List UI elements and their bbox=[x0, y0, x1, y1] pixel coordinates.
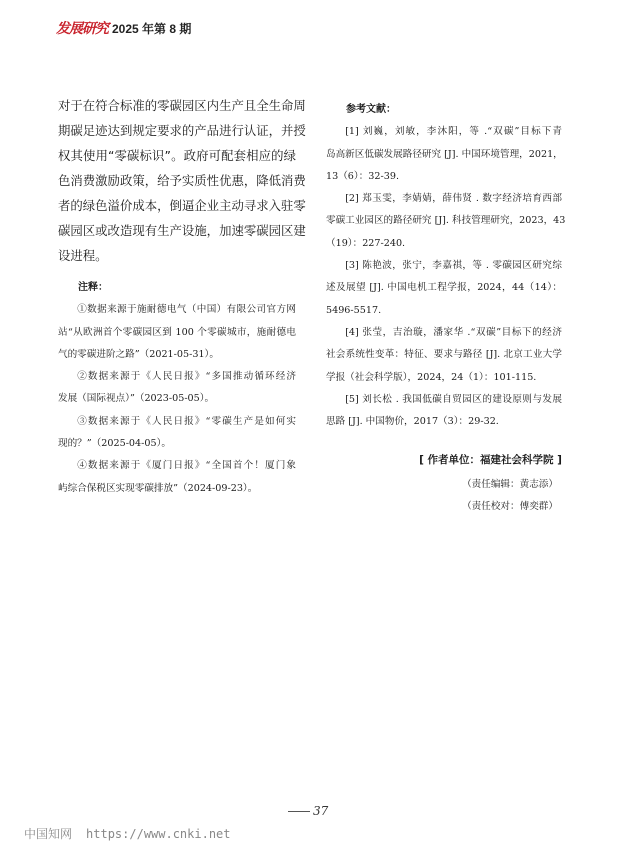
reference-line: 5496-5517. bbox=[326, 304, 382, 316]
reference-line: （19）：227-240. bbox=[326, 237, 406, 249]
reference-line: 13（6）：32-39. bbox=[326, 170, 399, 182]
note-line: 站“从欧洲首个零碳园区到 100 个零碳城市，施耐德电 bbox=[58, 326, 296, 338]
body-line: 碳园区或改造现有生产设施，加速零碳园区建 bbox=[58, 223, 306, 238]
note-line: ③数据来源于《人民日报》“零碳生产是如何实 bbox=[77, 415, 296, 427]
reference-line: [3] 陈艳波，张宁，李嘉祺，等 . 零碳园区研究综 bbox=[345, 260, 562, 272]
note-line: 发展（国际视点）”（2023-05-05）。 bbox=[58, 393, 215, 405]
body-line: 色消费激励政策，给予实质性优惠，降低消费 bbox=[58, 173, 306, 188]
body-line: 者的绿色溢价成本，倒逼企业主动寻求入驻零 bbox=[58, 198, 306, 213]
references-section bbox=[326, 99, 566, 433]
page-number bbox=[288, 804, 328, 818]
body-text bbox=[58, 93, 306, 268]
note-line: 气的零碳进阶之路”（2021-05-31）。 bbox=[58, 348, 219, 360]
body-line: 期碳足迹达到规定要求的产品进行认证，并授 bbox=[58, 123, 306, 138]
responsible-editor: （责任编辑：黄志添） bbox=[462, 479, 558, 490]
reference-line: [4] 张莹，吉治璇，潘家华 .“双碳”目标下的经济 bbox=[345, 326, 562, 338]
body-line: 对于在符合标准的零碳园区内生产且全生命周 bbox=[58, 98, 306, 113]
note-line: 现的？”（2025-04-05）。 bbox=[58, 438, 171, 450]
journal-logo: 发展研究 bbox=[56, 21, 108, 37]
note-line: ④数据来源于《厦门日报》“全国首个！厦门象 bbox=[77, 460, 296, 472]
page-number-text: 37 bbox=[313, 804, 329, 818]
notes-section bbox=[58, 277, 296, 500]
cnki-watermark bbox=[24, 825, 231, 842]
reference-line: 述及展望 [J]. 中国电机工程学报，2024，44（14）： bbox=[326, 282, 562, 294]
reference-line: 学报（社会科学版），2024，24（1）：101-115. bbox=[326, 371, 537, 383]
proofreader: （责任校对：傅奕群） bbox=[462, 501, 558, 512]
reference-line: 零碳工业园区的路径研究 [J]. 科技管理研究，2023，43 bbox=[326, 215, 566, 227]
note-line: ①数据来源于施耐德电气（中国）有限公司官方网 bbox=[77, 304, 296, 316]
body-line: 权其使用“零碳标识”。政府可配套相应的绿 bbox=[58, 148, 296, 163]
references-heading: 参考文献： bbox=[346, 104, 396, 115]
notes-heading: 注释： bbox=[78, 282, 108, 293]
note-line: 屿综合保税区实现零碳排放”（2024-09-23）。 bbox=[58, 482, 258, 494]
issue-label: 2025 年第 8 期 bbox=[112, 22, 192, 36]
reference-line: 思路 [J]. 中国物价，2017（3）：29-32. bbox=[326, 416, 499, 428]
author-affiliation: [ 作者单位：福建社会科学院 ] bbox=[419, 454, 562, 466]
watermark-site: 中国知网 bbox=[24, 827, 73, 841]
reference-line: [1] 刘巍，刘敏，李沐阳，等 .“双碳”目标下青 bbox=[345, 126, 562, 138]
reference-line: [5] 刘长松 . 我国低碳自贸园区的建设原则与发展 bbox=[345, 393, 562, 405]
reference-line: [2] 郑玉雯，李婧婧，薛伟贤 . 数字经济培育西部 bbox=[345, 193, 562, 205]
note-line: ②数据来源于《人民日报》“多国推动循环经济 bbox=[77, 371, 296, 383]
running-header bbox=[56, 18, 191, 38]
reference-line: 社会系统性变革：特征、要求与路径 [J]. 北京工业大学 bbox=[326, 349, 562, 361]
watermark-url: https://www.cnki.net bbox=[86, 827, 231, 841]
body-line: 设进程。 bbox=[58, 248, 108, 263]
reference-line: 岛高新区低碳发展路径研究 [J]. 中国环境管理，2021， bbox=[326, 148, 563, 160]
page-number-dash bbox=[288, 811, 310, 812]
